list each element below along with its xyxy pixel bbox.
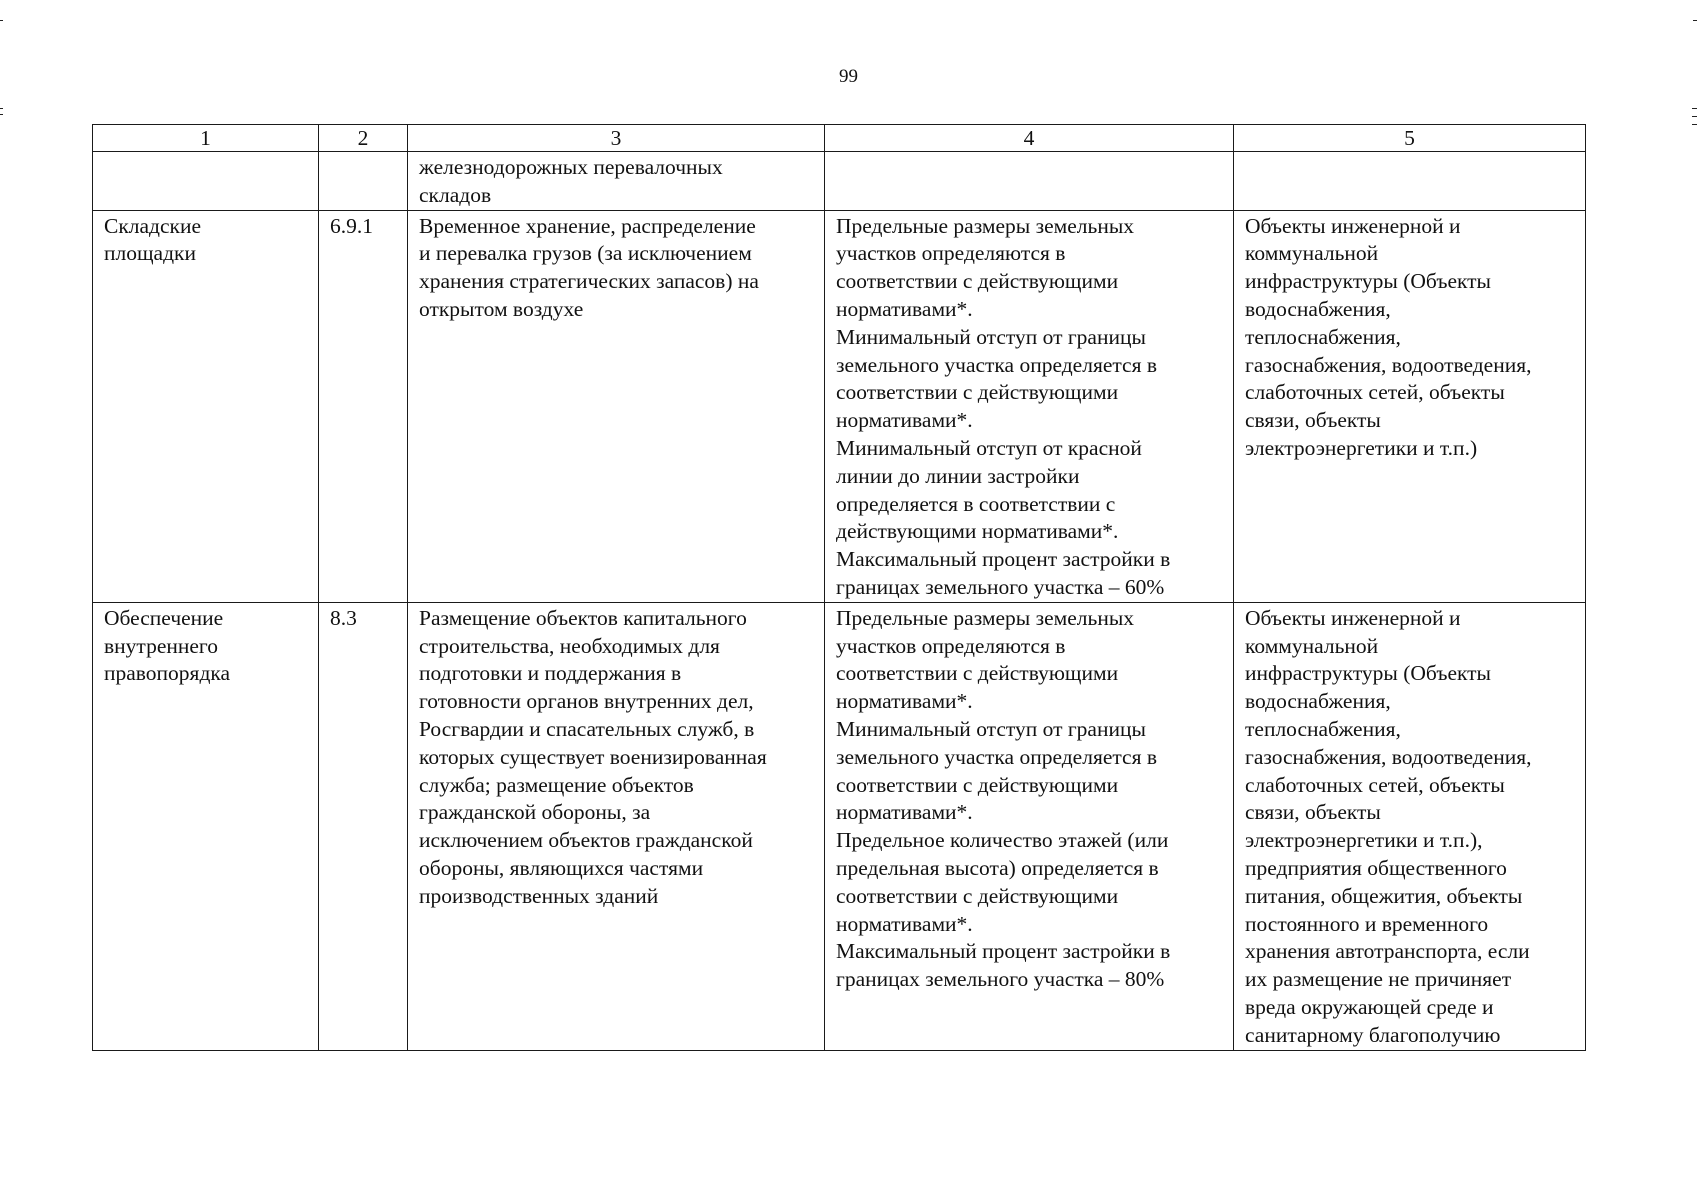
table-row [93, 210, 1586, 602]
cell-code: 8.3 [319, 602, 408, 1050]
cell-parameters [825, 152, 1234, 211]
column-number-3: 3 [408, 125, 825, 152]
scan-edge-mark-right [1692, 108, 1697, 109]
scan-edge-mark-right [1692, 124, 1697, 125]
table-row [93, 602, 1586, 1050]
cell-name [93, 152, 319, 211]
column-number-5: 5 [1234, 125, 1586, 152]
page-number: 99 [839, 66, 858, 87]
cell-name: Обеспечение внутреннего правопорядка [93, 602, 319, 1050]
cell-description: Размещение объектов капитального строительства, необходимых для подготовки и поддержания в готовности органов внутренних дел, Росгвардии и спасательных служб, в которых существует военизированная служба; размещение объектов гражданской обороны, за исключением объектов гражданской обороны, являющихся частями производственных зданий [408, 602, 825, 1050]
scan-edge-mark-left [0, 108, 3, 109]
column-number-4: 4 [825, 125, 1234, 152]
cell-parameters: Предельные размеры земельных участков определяются в соответствии с действующими нормативами*. Минимальный отступ от границы земельного участка определяется в соответствии с действующими нормативами*. Минимальный отступ от красной линии до линии застройки определяется в соответствии с действующими нормативами*. Максимальный процент застройки в границах земельного участка – 60% [825, 210, 1234, 602]
cell-auxiliary: Объекты инженерной и коммунальной инфраструктуры (Объекты водоснабжения, теплоснабжения, газоснабжения, водоотведения, слаботочных сетей, объекты связи, объекты электроэнергетики и т.п.), предприятия общественного питания, общежития, объекты постоянного и временного хранения автотранспорта, если их размещение не причиняет вреда окружающей среде и санитарному благополучию [1234, 602, 1586, 1050]
column-number-1: 1 [93, 125, 319, 152]
cell-auxiliary: Объекты инженерной и коммунальной инфраструктуры (Объекты водоснабжения, теплоснабжения, газоснабжения, водоотведения, слаботочных сетей, объекты связи, объекты электроэнергетики и т.п.) [1234, 210, 1586, 602]
cell-description: Временное хранение, распределение и перевалка грузов (за исключением хранения стратегических запасов) на открытом воздухе [408, 210, 825, 602]
table-row-continuation [93, 152, 1586, 211]
column-number-2: 2 [319, 125, 408, 152]
scan-edge-mark-left [0, 114, 3, 115]
table-header-row [93, 125, 1586, 152]
cell-name: Складские площадки [93, 210, 319, 602]
scan-edge-mark-left [0, 20, 3, 21]
cell-parameters: Предельные размеры земельных участков определяются в соответствии с действующими нормативами*. Минимальный отступ от границы земельного участка определяется в соответствии с действующими нормативами*. Предельное количество этажей (или предельная высота) определяется в соответствии с действующими нормативами*. Максимальный процент застройки в границах земельного участка – 80% [825, 602, 1234, 1050]
cell-code: 6.9.1 [319, 210, 408, 602]
land-use-table [92, 124, 1586, 1051]
cell-code [319, 152, 408, 211]
cell-auxiliary [1234, 152, 1586, 211]
cell-description: железнодорожных перевалочных складов [408, 152, 825, 211]
scan-edge-mark-right [1692, 116, 1697, 117]
scan-edge-mark-right [1693, 20, 1697, 21]
